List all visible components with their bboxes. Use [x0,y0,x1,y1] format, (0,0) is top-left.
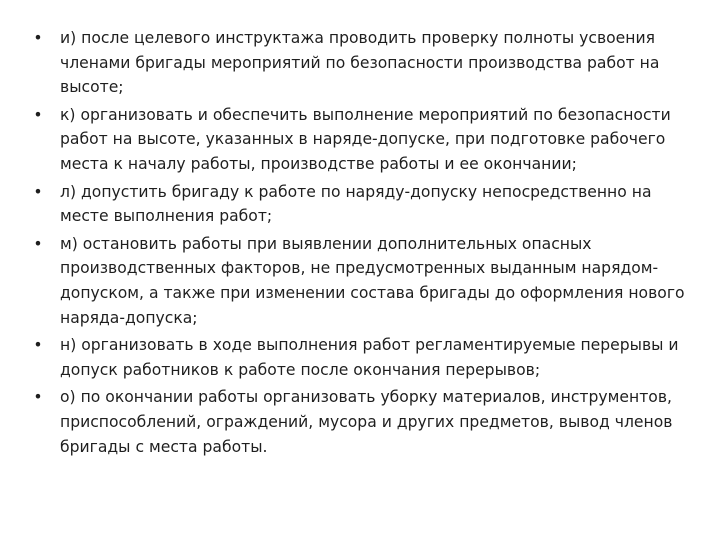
bullet-icon: • [33,234,43,253]
list-item [32,232,690,330]
list-item [32,385,690,459]
bullet-icon: • [33,105,43,124]
bullet-icon: • [33,336,43,355]
bullet-icon: • [33,388,43,407]
list-item-text: м) остановить работы при выявлении дополнительных опасных производственных факторов, не предусмотренных выданным нарядом-допуском, а также при изменении состава бригады до оформления нового наряда-допуска; [60,234,685,327]
list-item-text: л) допустить бригаду к работе по наряду-допуску непосредственно на месте выполнения работ; [60,182,652,226]
list-item-text: н) организовать в ходе выполнения работ регламентируемые перерывы и допуск работников к работе после окончания перерывов; [60,336,679,379]
list-item-text: к) организовать и обеспечить выполнение мероприятий по безопасности работ на высоте, указанных в наряде-допуске, при подготовке рабочего места к началу работы, производстве работы и ее окончании; [60,105,671,173]
list-item [32,333,690,382]
list-item [32,103,690,177]
list-item-text: и) после целевого инструктажа проводить проверку полноты усвоения членами бригады мероприятий по безопасности производства работ на высоте; [60,29,660,97]
bullet-list [32,26,690,459]
bullet-icon: • [33,29,43,47]
list-item-text: о) по окончании работы организовать уборку материалов, инструментов, приспособлений, ограждений, мусора и других предметов, вывод членов бригады с места работы. [60,388,673,456]
list-item [32,26,690,100]
list-item [32,180,690,229]
bullet-icon: • [33,182,43,201]
